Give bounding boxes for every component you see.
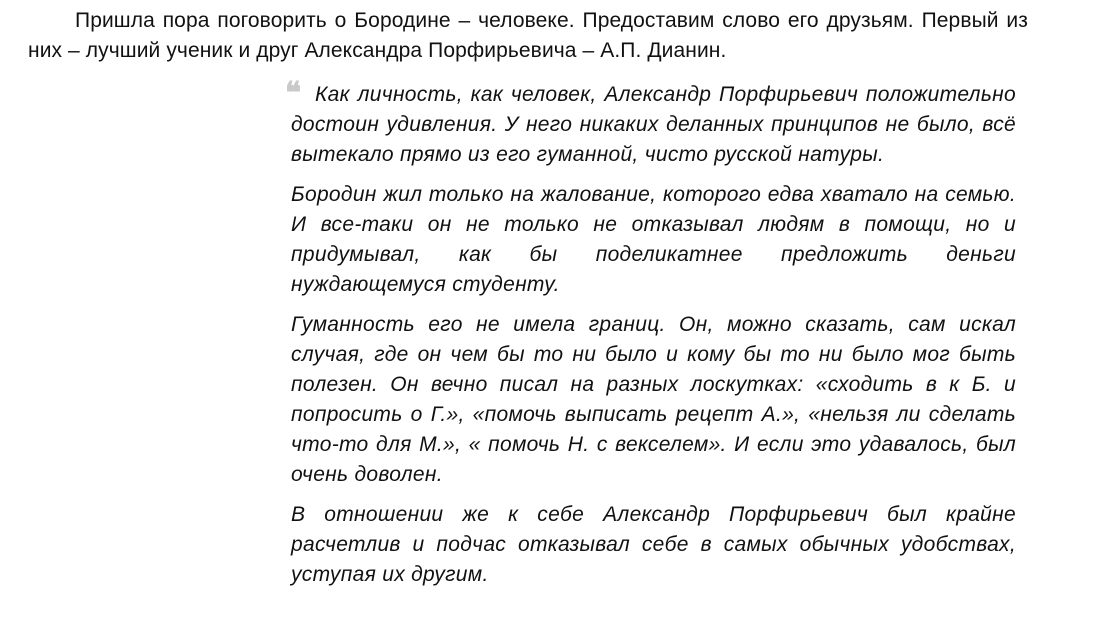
quote-paragraph-1: Как личность, как человек, Александр Порфирьевич положительно достоин удивления. У него никаких деланных принципов не было, всё вытекало прямо из его гуманной, чисто русской натуры.	[291, 83, 1016, 166]
quote-paragraph-3: Гуманность его не имела границ. Он, можно сказать, сам искал случая, где он чем бы то ни было и кому бы то ни было мог быть полезен. Он вечно писал на разных лоскутках: «сходить в к Б. и попросить о Г.», «помочь выписать рецепт А.», «нельзя ли сделать что-то для М.», « помочь Н. с векселем». И если это удавалось, был очень доволен.	[291, 313, 1016, 486]
blockquote	[285, 76, 1016, 600]
intro-paragraph: Пришла пора поговорить о Бородине – человеке. Предоставим слово его друзьям. Первый из них – лучший ученик и друг Александра Порфирьевича – А.П. Дианин.	[28, 9, 1028, 62]
quote-paragraph-4: В отношении же к себе Александр Порфирьевич был крайне расчетлив и подчас отказывал себе в самых обычных удобствах, уступая их другим.	[291, 503, 1016, 586]
quote-paragraph-2: Бородин жил только на жалование, которого едва хватало на семью. И все-таки он не только не отказывал людям в помощи, но и придумывал, как бы поделикатнее предложить деньги нуждающемуся студенту.	[291, 183, 1016, 296]
quote-mark-icon: ❝	[285, 76, 302, 111]
